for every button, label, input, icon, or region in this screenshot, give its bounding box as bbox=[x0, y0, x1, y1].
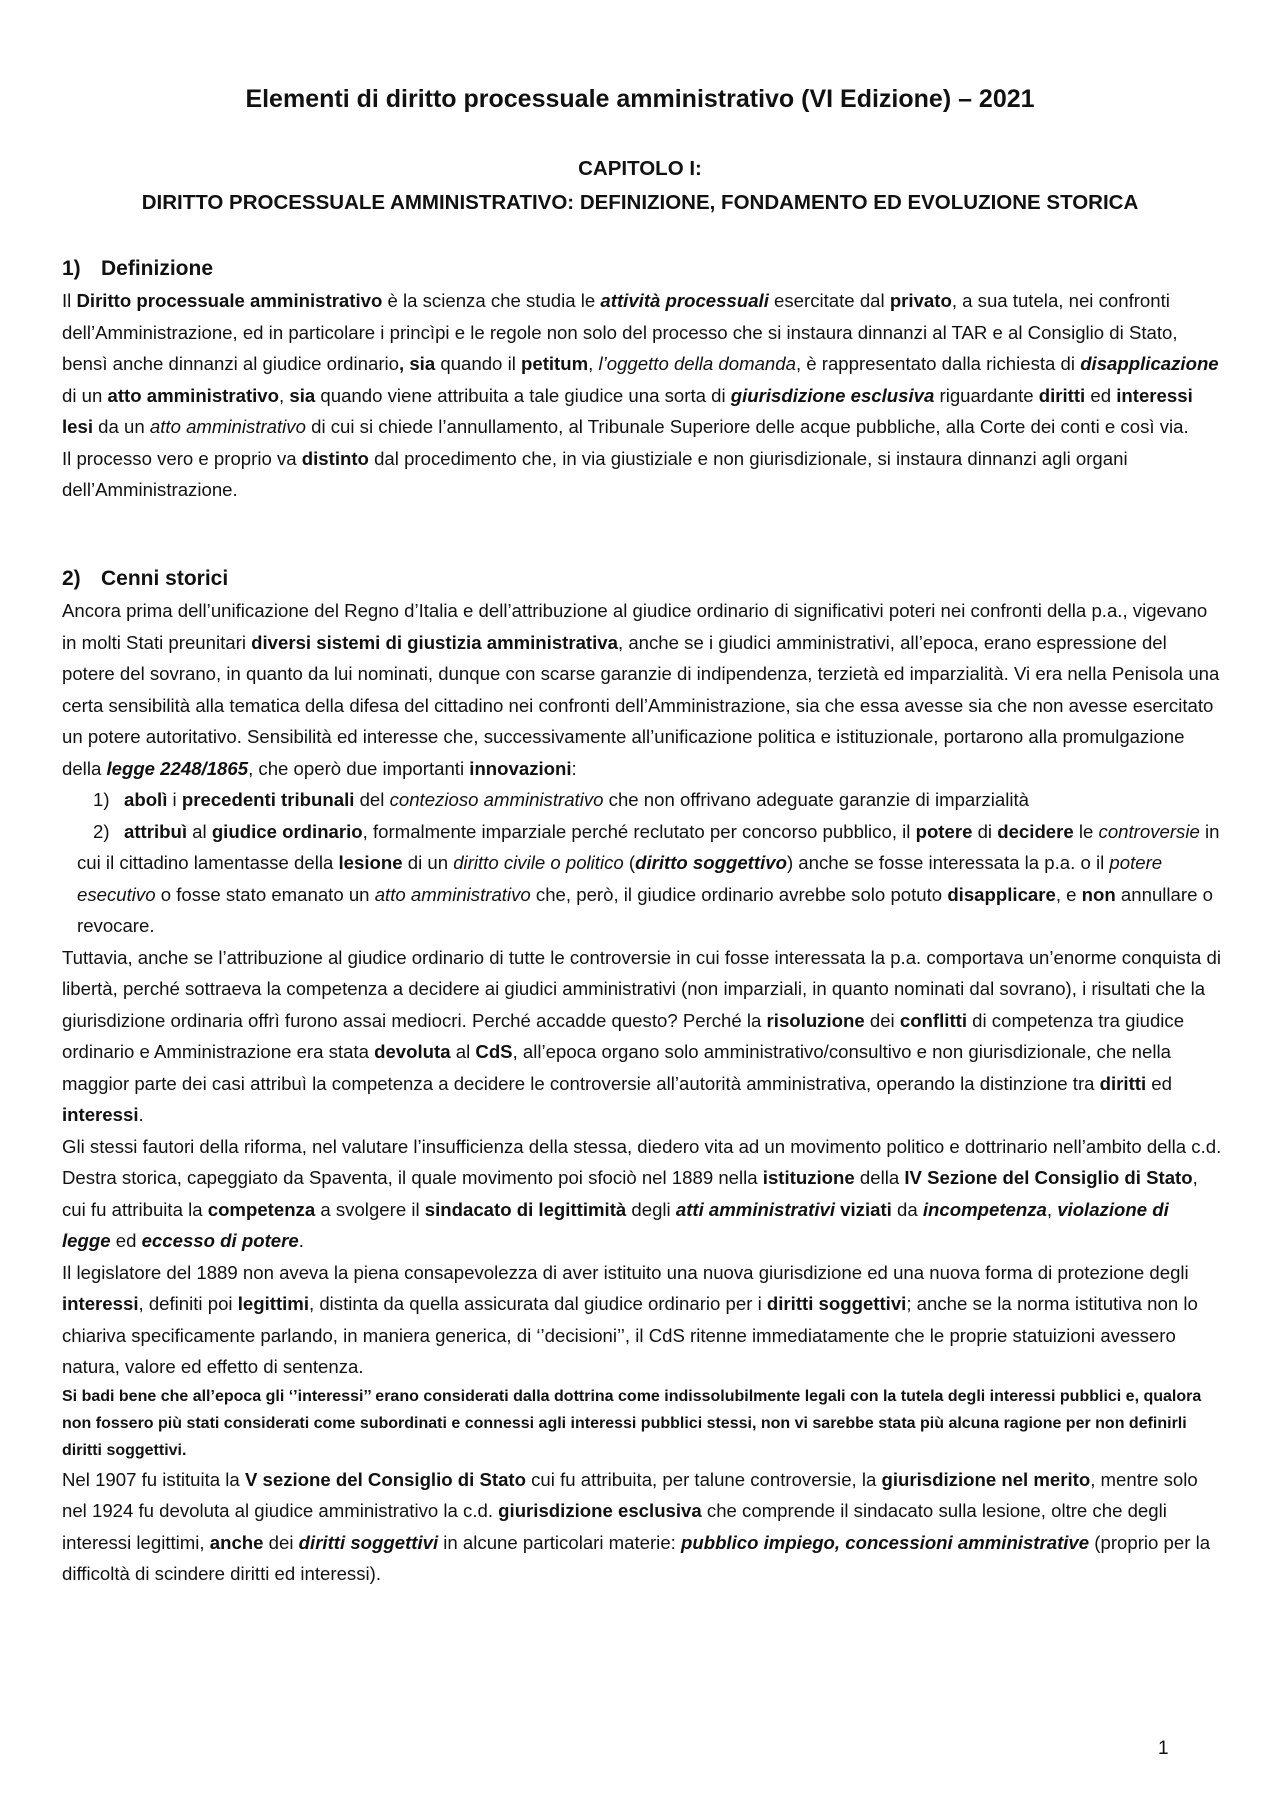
section-title: Cenni storici bbox=[101, 567, 229, 590]
paragraph: Nel 1907 fu istituita la V sezione del Consiglio di Stato cui fu attribuita, per talune controversie, la giurisdizione nel merito, mentre solo nel 1924 fu devoluta al giudice amministrativo la c.d. giurisdizione esclusiva che comprende il sindacato sulla lesione, oltre che degli interessi legittimi, anche dei diritti soggettivi in alcune particolari materie: pubblico impiego, concessioni amministrative (proprio per la difficoltà di scindere diritti ed interessi). bbox=[62, 1468, 1211, 1584]
paragraph: Il legislatore del 1889 non aveva la piena consapevolezza di aver istituito una nuova giurisdizione ed una nuova forma di protezione degli interessi, definiti poi legittimi, distinta da quella assicurata dal giudice ordinario per i diritti soggettivi; anche se la norma istitutiva non lo chiariva specificamente parlando, in maniera generica, di ‘’decisioni’’, il CdS ritenne immediatamente che le proprie statuizioni avessero natura, valore ed effetto di sentenza. bbox=[62, 1261, 1198, 1377]
paragraph: Tuttavia, anche se l’attribuzione al giudice ordinario di tutte le controversie in cui fosse interessata la p.a. comportava un’enorme conquista di libertà, perché sottraeva la competenza a decidere ai giudici amministrativi (non imparziali, in quanto nominati dal sovrano), i risultati che la giurisdizione ordinaria offrì furono assai mediocri. Perché accadde questo? Perché la risoluzione dei conflitti di competenza tra giudice ordinario e Amministrazione era stata devoluta al CdS, all’epoca organo solo amministrativo/consultivo e non giurisdizionale, che nella maggior parte dei casi attribuì la competenza a decidere le controversie all’autorità amministrativa, operando la distinzione tra diritti ed interessi. bbox=[62, 946, 1221, 1125]
innovations-list bbox=[62, 784, 1222, 942]
section-number: 1) bbox=[62, 257, 81, 280]
page-number: 1 bbox=[1158, 1738, 1169, 1759]
paragraph: Il processo vero e proprio va distinto dal procedimento che, in via giustiziale e non giurisdizionale, si instaura dinnanzi agli organi dell’Amministrazione. bbox=[62, 447, 1128, 500]
section-title: Definizione bbox=[101, 257, 214, 280]
section-heading bbox=[62, 564, 1222, 594]
paragraph: Ancora prima dell’unificazione del Regno d’Italia e dell’attribuzione al giudice ordinario di significativi poteri nei confronti della p.a., vigevano in molti Stati preunitari diversi sistemi di giustizia amministrativa, anche se i giudici amministrativi, all’epoca, erano espressione del potere del sovrano, in quanto da lui nominati, dunque con scarse garanzie di indipendenza, terzietà ed imparzialità. Vi era nella Penisola una certa sensibilità alla tematica della difesa del cittadino nei confronti dell’Amministrazione, sia che essa avesse sia che non avesse esercitato un potere autoritativo. Sensibilità ed interesse che, successivamente all’unificazione politica e istituzionale, portarono alla promulgazione della legge 2248/1865, che operò due importanti innovazioni: bbox=[62, 600, 1220, 779]
list-item bbox=[62, 816, 1222, 942]
section-cenni-storici bbox=[62, 564, 1222, 1590]
paragraph: Il Diritto processuale amministrativo è la scienza che studia le attività processuali esercitate dal privato, a sua tutela, nei confronti dell’Amministrazione, ed in particolare i princìpi e le regole non solo del processo che si instaura dinnanzi al TAR e al Consiglio di Stato, bensì anche dinnanzi al giudice ordinario, sia quando il petitum, l’oggetto della domanda, è rappresentato dalla richiesta di disapplicazione di un atto amministrativo, sia quando viene attribuita a tale giudice una sorta di giurisdizione esclusiva riguardante diritti ed interessi lesi da un atto amministrativo di cui si chiede l’annullamento, al Tribunale Superiore delle acque pubbliche, alla Corte dei conti e così via. bbox=[62, 290, 1219, 437]
chapter-label: CAPITOLO I: bbox=[578, 157, 702, 180]
section-definizione bbox=[62, 254, 1222, 506]
paragraph: Gli stessi fautori della riforma, nel valutare l’insufficienza della stessa, diedero vita ad un movimento politico e dottrinario nell’ambito della c.d. Destra storica, capeggiato da Spaventa, il quale movimento poi sfociò nel 1889 nella istituzione della IV Sezione del Consiglio di Stato, cui fu attribuita la competenza a svolgere il sindacato di legittimità degli atti amministrativi viziati da incompetenza, violazione di legge ed eccesso di potere. bbox=[62, 1135, 1222, 1251]
list-item bbox=[62, 784, 1222, 816]
list-number: 1) bbox=[93, 789, 110, 810]
section-heading bbox=[62, 254, 1222, 284]
list-text: attribuì al giudice ordinario, formalmente imparziale perché reclutato per concorso pubblico, il potere di decidere le controversie in cui il cittadino lamentasse della lesione di un diritto civile o politico (diritto soggettivo) anche se fosse interessata la p.a. o il potere esecutivo o fosse stato emanato un atto amministrativo che, però, il giudice ordinario avrebbe solo potuto disapplicare, e non annullare o revocare. bbox=[77, 820, 1220, 936]
chapter-subtitle: DIRITTO PROCESSUALE AMMINISTRATIVO: DEFINIZIONE, FONDAMENTO ED EVOLUZIONE STORICA bbox=[141, 191, 1139, 214]
note-paragraph: Si badi bene che all’epoca gli ‘’interessi’’ erano considerati dalla dottrina come indissolubilmente legali con la tutela degli interessi pubblici e, qualora non fossero più stati considerati come subordinati e connessi agli interessi pubblici stessi, non vi sarebbe stata più alcuna ragione per non definirli diritti soggettivi. bbox=[62, 1387, 1202, 1459]
document-title: Elementi di diritto processuale amministrativo (VI Edizione) – 2021 bbox=[245, 85, 1035, 113]
list-text: abolì i precedenti tribunali del contezioso amministrativo che non offrivano adeguate garanzie di imparzialità bbox=[124, 789, 1030, 810]
chapter-heading bbox=[0, 152, 1280, 220]
section-number: 2) bbox=[62, 567, 81, 590]
list-number: 2) bbox=[93, 820, 110, 842]
